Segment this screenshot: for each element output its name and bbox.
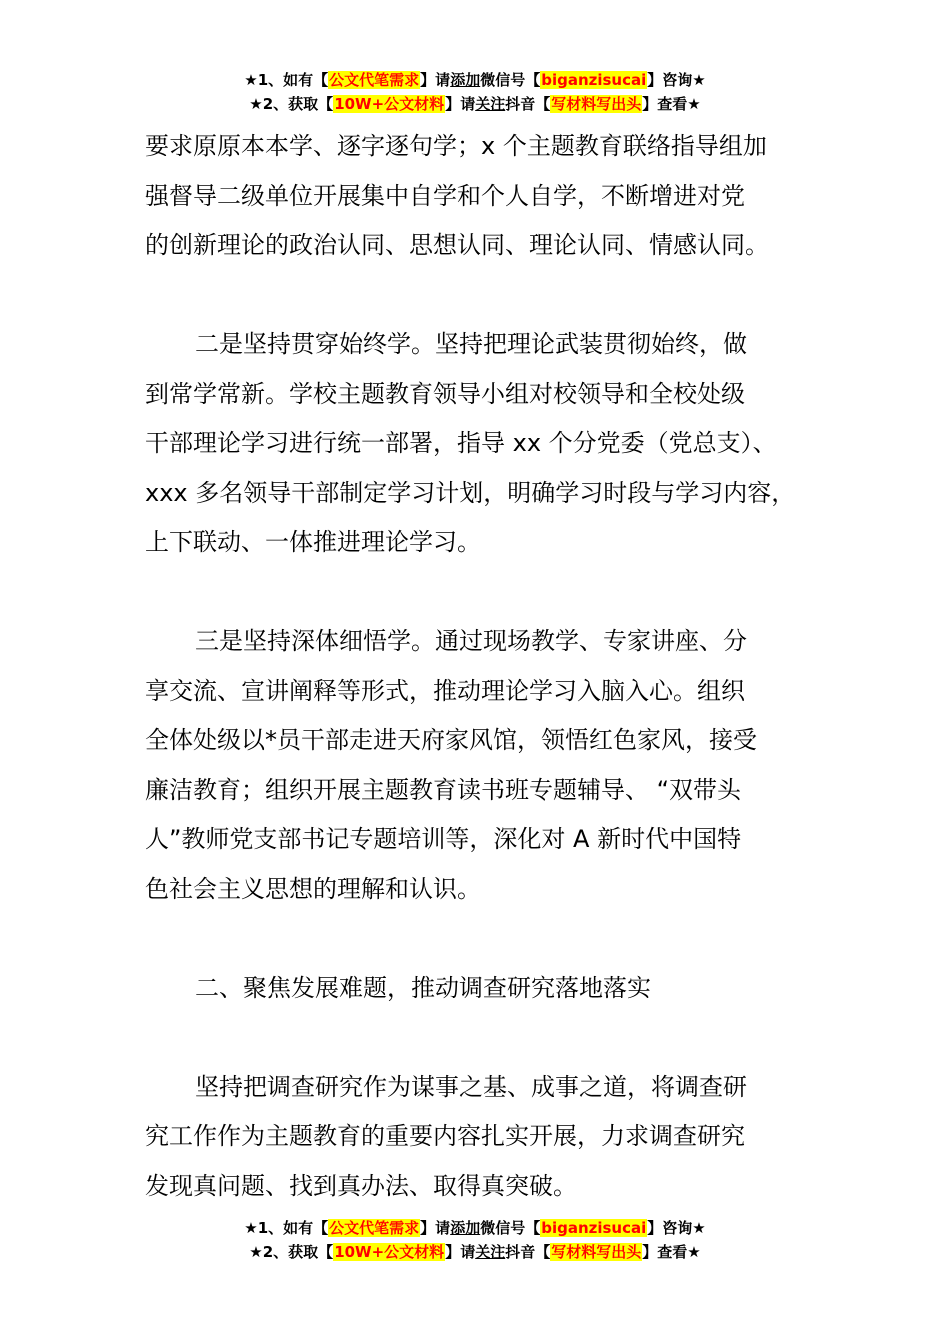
footer-banner-line-2 [0,1240,950,1264]
text-line: 的创新理论的政治认同、思想认同、理论认同、情感认同。 [145,231,769,259]
footer-line-2-mid: 】请 [445,1243,476,1261]
banner-line-2-suffix: 】查看★ [642,95,701,113]
text-line: 三是坚持深体细悟学。通过现场教学、专家讲座、分 [195,627,747,655]
footer-line-2-emphasis: 关注 [475,1243,506,1261]
footer-line-2-mid2: 抖音【 [505,1243,551,1261]
banner-line-1-highlight-service: 公文代笔需求 [329,71,420,89]
text-line: 发现真问题、找到真办法、取得真突破。 [145,1171,577,1200]
text-line: 廉洁教育；组织开展主题教育读书班专题辅导、 “双带头 [145,775,742,804]
paragraph-1 [145,122,835,271]
text-line: 二是坚持贯穿始终学。坚持把理论武装贯彻始终，做 [195,330,747,358]
footer-line-2-suffix: 】查看★ [642,1243,701,1261]
header-banner [0,68,950,116]
banner-line-1-prefix: ★1、如有【 [244,71,329,89]
banner-line-2-prefix: ★2、获取【 [249,95,334,113]
footer-line-1-suffix: 】咨询★ [647,1219,706,1237]
section-heading: 二、聚焦发展难题，推动调查研究落地落实 [195,973,651,1002]
footer-line-2-highlight-materials: 10W+公文材料 [334,1243,445,1261]
document-body [145,122,835,1211]
text-line: 究工作作为主题教育的重要内容扎实开展，力求调查研究 [145,1122,745,1150]
paragraph-2 [145,320,835,568]
text-line: 坚持把调查研究作为谋事之基、成事之道，将调查研 [195,1072,747,1101]
footer-line-1-highlight-service: 公文代笔需求 [329,1219,420,1237]
text-line: 享交流、宣讲阐释等形式，推动理论学习入脑入心。组织 [145,676,745,705]
text-line: 上下联动、一体推进理论学习。 [145,528,481,556]
footer-banner-line-1 [0,1216,950,1240]
banner-line-2-mid: 】请 [445,95,476,113]
footer-line-1-mid: 】请 [420,1219,451,1237]
banner-line-1-suffix: 】咨询★ [647,71,706,89]
text-line: 全体处级以*员干部走进天府家风馆，领悟红色家风，接受 [145,726,757,754]
banner-line-2-mid2: 抖音【 [505,95,551,113]
paragraph-3 [145,617,835,914]
text-line: 色社会主义思想的理解和认识。 [145,874,481,903]
text-line: 干部理论学习进行统一部署，指导 xx 个分党委（党总支）、 [145,429,777,457]
footer-line-1-highlight-wechat: biganzisucai [541,1219,647,1237]
footer-line-2-prefix: ★2、获取【 [249,1243,334,1261]
text-line: 人”教师党支部书记专题培训等，深化对 A 新时代中国特 [145,825,742,853]
banner-line-2-highlight-douyin: 写材料写出头 [551,95,642,113]
banner-line-1 [0,68,950,92]
footer-line-1-mid2: 微信号【 [480,1219,541,1237]
footer-line-1-emphasis: 添加 [450,1219,481,1237]
banner-line-2 [0,92,950,116]
banner-line-1-mid2: 微信号【 [480,71,541,89]
text-line: 要求原原本本学、逐字逐句学；x 个主题教育联络指导组加 [145,132,767,160]
footer-line-2-highlight-douyin: 写材料写出头 [551,1243,642,1261]
banner-line-1-emphasis: 添加 [450,71,481,89]
text-line: 强督导二级单位开展集中自学和个人自学，不断增进对党 [145,181,745,210]
banner-line-2-emphasis: 关注 [475,95,506,113]
banner-line-1-mid: 】请 [420,71,451,89]
footer-line-1-prefix: ★1、如有【 [244,1219,329,1237]
text-line: xxx 多名领导干部制定学习计划，明确学习时段与学习内容， [145,478,796,507]
banner-line-2-highlight-materials: 10W+公文材料 [334,95,445,113]
banner-line-1-highlight-wechat: biganzisucai [541,71,647,89]
text-line: 到常学常新。学校主题教育领导小组对校领导和全校处级 [145,379,745,408]
paragraph-4 [145,1063,835,1212]
footer-banner [0,1216,950,1264]
